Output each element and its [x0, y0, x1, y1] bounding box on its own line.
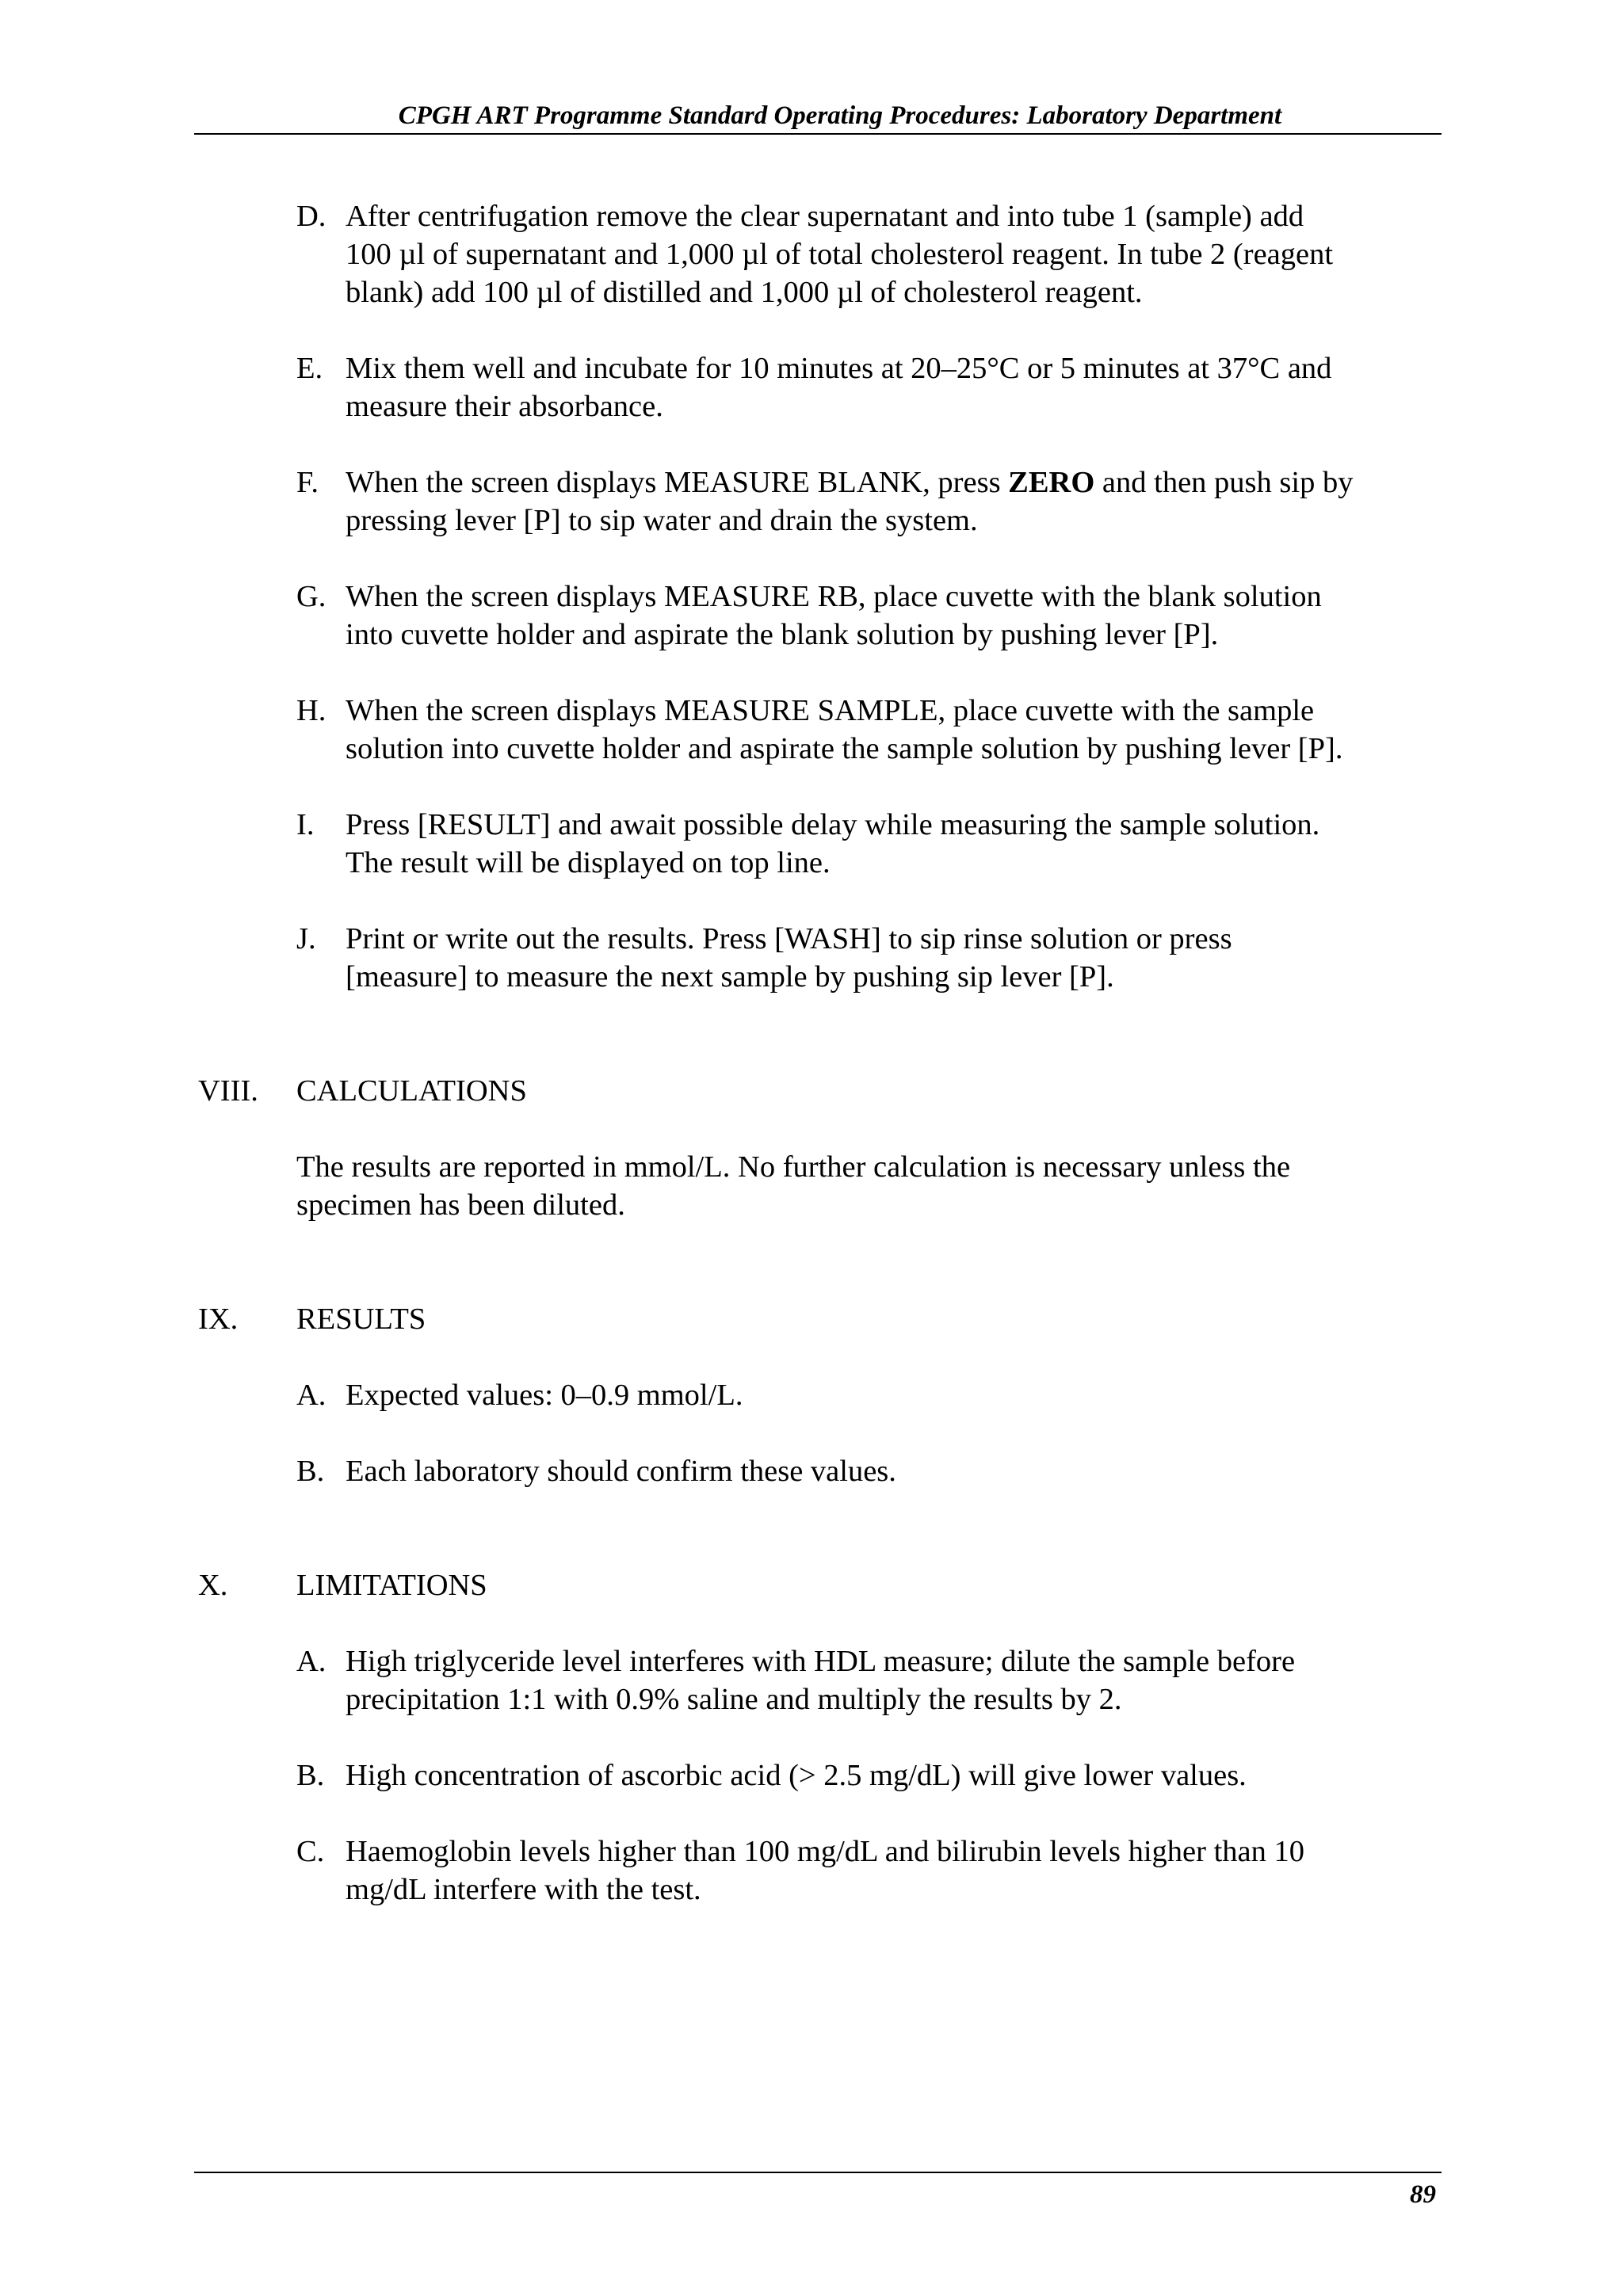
item-line: [346, 463, 1353, 502]
item-line: solution into cuvette holder and aspirate the sample solution by pushing lever [P].: [346, 732, 1343, 765]
footer-rule: [194, 2172, 1442, 2173]
item-line: mg/dL interfere with the test.: [346, 1873, 701, 1906]
item-line: High triglyceride level interferes with HDL measure; dilute the sample before: [346, 1645, 1296, 1678]
item-letter: D.: [296, 200, 327, 233]
item-letter: J.: [296, 922, 316, 955]
item-line: Mix them well and incubate for 10 minutes at 20–25°C or 5 minutes at 37°C and: [346, 352, 1332, 385]
section-number: IX.: [198, 1302, 239, 1336]
item-letter: C.: [296, 1835, 325, 1868]
paragraph-line: specimen has been diluted.: [296, 1188, 625, 1222]
item-letter: A.: [296, 1645, 327, 1678]
section-title: CALCULATIONS: [296, 1074, 527, 1108]
item-line: 100 µl of supernatant and 1,000 µl of total cholesterol reagent. In tube 2 (reagent: [346, 238, 1334, 271]
calculations-paragraph: [296, 1148, 1290, 1224]
section-number: X.: [198, 1569, 228, 1602]
item-line: The result will be displayed on top line.: [346, 846, 831, 879]
item-line: When the screen displays MEASURE SAMPLE, place cuvette with the sample: [346, 694, 1315, 727]
zero-key-label: ZERO: [1008, 466, 1095, 499]
section-title: RESULTS: [296, 1302, 426, 1336]
item-letter: I.: [296, 808, 315, 841]
item-letter: G.: [296, 580, 327, 613]
section-number: VIII.: [198, 1074, 258, 1108]
header-rule: [194, 133, 1442, 135]
paragraph-line: The results are reported in mmol/L. No further calculation is necessary unless the: [296, 1150, 1291, 1184]
item-line: [measure] to measure the next sample by pushing sip lever [P].: [346, 960, 1114, 994]
item-line: pressing lever [P] to sip water and drain the system.: [346, 504, 978, 537]
item-line: measure their absorbance.: [346, 390, 663, 423]
item-letter: F.: [296, 466, 319, 499]
item-line: into cuvette holder and aspirate the blank solution by pushing lever [P].: [346, 618, 1219, 651]
item-line: After centrifugation remove the clear supernatant and into tube 1 (sample) add: [346, 200, 1304, 233]
item-letter: A.: [296, 1379, 327, 1412]
item-line: Haemoglobin levels higher than 100 mg/dL and bilirubin levels higher than 10: [346, 1835, 1305, 1868]
page-number: 89: [1410, 2180, 1436, 2209]
item-text: and then push sip by: [1094, 466, 1354, 499]
item-line: precipitation 1:1 with 0.9% saline and multiply the results by 2.: [346, 1683, 1122, 1716]
item-letter: E.: [296, 352, 323, 385]
item-text: When the screen displays MEASURE BLANK, press: [346, 466, 1009, 499]
section-title: LIMITATIONS: [296, 1569, 487, 1602]
item-letter: B.: [296, 1455, 325, 1488]
item-line: blank) add 100 µl of distilled and 1,000 µl of cholesterol reagent.: [346, 276, 1143, 309]
item-line: Expected values: 0–0.9 mmol/L.: [346, 1379, 743, 1412]
item-line: Print or write out the results. Press [WASH] to sip rinse solution or press: [346, 922, 1232, 955]
item-line: Press [RESULT] and await possible delay while measuring the sample solution.: [346, 808, 1320, 841]
item-line: High concentration of ascorbic acid (> 2.5 mg/dL) will give lower values.: [346, 1759, 1247, 1792]
item-letter: B.: [296, 1759, 325, 1792]
item-letter: H.: [296, 694, 327, 727]
running-header: CPGH ART Programme Standard Operating Procedures: Laboratory Department: [398, 101, 1282, 130]
item-line: When the screen displays MEASURE RB, place cuvette with the blank solution: [346, 580, 1322, 613]
item-line: Each laboratory should confirm these values.: [346, 1455, 896, 1488]
